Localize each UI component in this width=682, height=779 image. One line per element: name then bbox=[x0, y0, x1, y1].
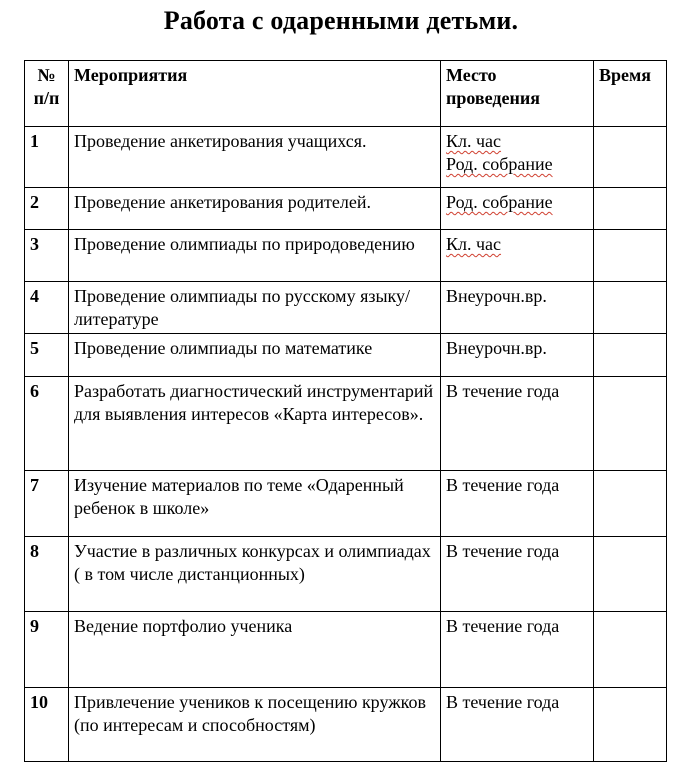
row-event: Разработать диагностический инструментарий для выявления интересов «Карта интересов». bbox=[69, 377, 441, 471]
row-number: 3 bbox=[25, 230, 69, 282]
row-place-line1: В течение года bbox=[446, 692, 560, 712]
row-event bbox=[69, 612, 441, 688]
row-time bbox=[594, 230, 667, 282]
table-header-row bbox=[25, 61, 667, 127]
row-event: Изучение материалов по теме «Одаренный ребенок в школе» bbox=[69, 471, 441, 537]
row-place-line1: Кл. час bbox=[446, 234, 502, 254]
header-time-label: Время bbox=[599, 65, 652, 85]
row-event-text: Ведение портфолио ученика bbox=[74, 616, 293, 636]
row-place-line1: Внеурочн.вр. bbox=[446, 286, 547, 306]
row-place bbox=[441, 471, 594, 537]
header-event bbox=[69, 61, 441, 127]
table-row bbox=[25, 127, 667, 188]
table-row bbox=[25, 377, 667, 471]
row-place bbox=[441, 377, 594, 471]
row-time bbox=[594, 127, 667, 188]
table-row bbox=[25, 612, 667, 688]
row-number: 6 bbox=[25, 377, 69, 471]
row-event: Привлечение учеников к посещению кружков (по интересам и способностям) bbox=[69, 688, 441, 762]
row-number: 7 bbox=[25, 471, 69, 537]
row-place bbox=[441, 537, 594, 612]
row-number: 9 bbox=[25, 612, 69, 688]
row-place bbox=[441, 334, 594, 377]
table-row bbox=[25, 334, 667, 377]
table-row bbox=[25, 188, 667, 230]
header-time bbox=[594, 61, 667, 127]
row-place-line1: В течение года bbox=[446, 616, 560, 636]
row-number: 10 bbox=[25, 688, 69, 762]
row-event: Проведение анкетирования учащихся. bbox=[69, 127, 441, 188]
row-event: Проведение олимпиады по природоведению bbox=[69, 230, 441, 282]
header-place-line1: Место bbox=[446, 65, 497, 85]
row-place bbox=[441, 230, 594, 282]
row-time bbox=[594, 334, 667, 377]
row-place bbox=[441, 688, 594, 762]
row-place bbox=[441, 282, 594, 334]
row-place-line1: В течение года bbox=[446, 475, 560, 495]
table-row bbox=[25, 471, 667, 537]
table-row bbox=[25, 537, 667, 612]
row-time bbox=[594, 471, 667, 537]
row-time bbox=[594, 688, 667, 762]
row-time bbox=[594, 282, 667, 334]
row-place-line1: Род. собрание bbox=[446, 192, 553, 212]
row-number: 2 bbox=[25, 188, 69, 230]
row-event: Проведение анкетирования родителей. bbox=[69, 188, 441, 230]
row-place-line1: Кл. час bbox=[446, 131, 502, 151]
header-number-line1: № bbox=[37, 65, 56, 85]
table-row bbox=[25, 688, 667, 762]
row-time bbox=[594, 377, 667, 471]
header-number-line2: п/п bbox=[33, 88, 60, 108]
row-place-line2: Род. собрание bbox=[446, 154, 553, 174]
table-row bbox=[25, 230, 667, 282]
header-event-label: Мероприятия bbox=[74, 65, 188, 85]
row-event: Проведение олимпиады по русскому языку/литературе bbox=[69, 282, 441, 334]
row-number: 8 bbox=[25, 537, 69, 612]
header-place-line2: проведения bbox=[446, 88, 540, 108]
row-event: Участие в различных конкурсах и олимпиадах ( в том числе дистанционных) bbox=[69, 537, 441, 612]
row-place-line1: В течение года bbox=[446, 381, 560, 401]
header-number bbox=[25, 61, 69, 127]
row-time bbox=[594, 537, 667, 612]
row-time bbox=[594, 612, 667, 688]
row-place-line1: Внеурочн.вр. bbox=[446, 338, 547, 358]
row-place-line1: В течение года bbox=[446, 541, 560, 561]
row-place bbox=[441, 127, 594, 188]
header-place bbox=[441, 61, 594, 127]
row-event: Проведение олимпиады по математике bbox=[69, 334, 441, 377]
row-number: 5 bbox=[25, 334, 69, 377]
events-table bbox=[24, 60, 667, 762]
row-place bbox=[441, 612, 594, 688]
row-time bbox=[594, 188, 667, 230]
table-row bbox=[25, 282, 667, 334]
row-number: 1 bbox=[25, 127, 69, 188]
row-place bbox=[441, 188, 594, 230]
row-number: 4 bbox=[25, 282, 69, 334]
page-title: Работа с одаренными детьми. bbox=[163, 6, 519, 35]
